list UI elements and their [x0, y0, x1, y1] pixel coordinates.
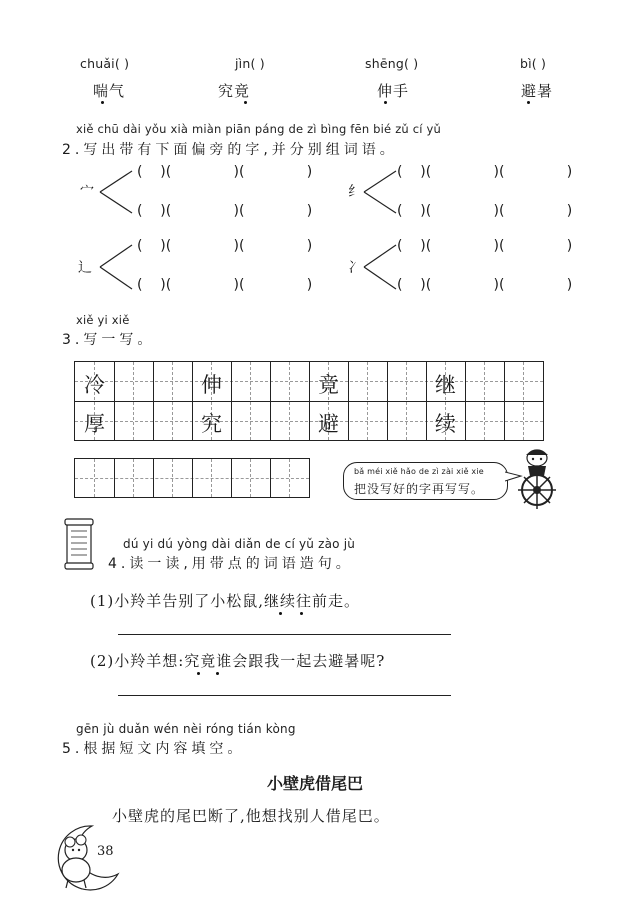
- answer-blank-row[interactable]: ( )( )( ): [397, 203, 573, 219]
- story-title: 小壁虎借尾巴: [266, 774, 363, 793]
- sentence-1: (1)小羚羊告别了小松鼠,继续往前走。: [90, 592, 361, 610]
- pinyin-item-1: chuǎi( ): [80, 56, 130, 71]
- pinyin-item-4: bì( ): [520, 56, 547, 71]
- answer-blank-row[interactable]: ( )( )( ): [397, 238, 573, 254]
- emphasis-dot: [300, 612, 303, 615]
- writing-grid[interactable]: [74, 361, 544, 441]
- q4-title: 4.读一读,用带点的词语造句。: [108, 556, 354, 572]
- q5-title: 5.根据短文内容填空。: [62, 741, 246, 757]
- word-item-3: 伸手: [377, 82, 410, 100]
- q5-pinyin: gēn jù duǎn wén nèi róng tián kòng: [76, 722, 296, 736]
- answer-line-2[interactable]: [118, 695, 451, 696]
- speech-bubble: [343, 462, 508, 500]
- branch-bracket-icon: [362, 168, 398, 216]
- page-number: 38: [97, 844, 114, 859]
- emphasis-dot: [216, 672, 219, 675]
- emphasis-dot: [244, 101, 247, 104]
- word-item-4: 避暑: [521, 82, 554, 100]
- radical-3: 辶: [78, 260, 93, 276]
- emphasis-dot: [384, 101, 387, 104]
- grid-char: 续: [435, 412, 456, 436]
- answer-line-1[interactable]: [118, 634, 451, 635]
- grid-char: 继: [435, 373, 456, 397]
- pinyin-item-2: jìn( ): [235, 56, 265, 71]
- q2-pinyin: xiě chū dài yǒu xià miàn piān páng de zì bìng fēn bié zǔ cí yǔ: [76, 122, 442, 136]
- q4-pinyin: dú yi dú yòng dài diǎn de cí yǔ zào jù: [123, 537, 356, 551]
- grid-char: 伸: [201, 373, 222, 397]
- scroll-icon: [62, 517, 98, 573]
- answer-blank-row[interactable]: ( )( )( ): [137, 238, 313, 254]
- answer-blank-row[interactable]: ( )( )( ): [137, 203, 313, 219]
- bubble-pinyin: bǎ méi xiě hǎo de zì zài xiě xie: [354, 467, 484, 476]
- sentence-2: (2)小羚羊想:究竟谁会跟我一起去避暑呢?: [90, 652, 386, 670]
- emphasis-dot: [527, 101, 530, 104]
- practice-grid[interactable]: [74, 458, 310, 498]
- answer-blank-row[interactable]: ( )( )( ): [397, 164, 573, 180]
- grid-char: 避: [318, 412, 339, 436]
- emphasis-dot: [279, 612, 282, 615]
- branch-bracket-icon: [362, 242, 398, 292]
- bubble-text: 把没写好的字再写写。: [354, 482, 485, 496]
- radical-2: 纟: [348, 184, 363, 200]
- branch-bracket-icon: [98, 168, 134, 216]
- pinyin-item-3: shēng( ): [365, 56, 419, 71]
- emphasis-dot: [197, 672, 200, 675]
- radical-4: 冫: [348, 260, 363, 276]
- answer-blank-row[interactable]: ( )( )( ): [137, 164, 313, 180]
- story-line: 小壁虎的尾巴断了,他想找别人借尾巴。: [112, 807, 390, 825]
- grid-char: 冷: [84, 373, 105, 397]
- q2-title: 2.写出带有下面偏旁的字,并分别组词语。: [62, 142, 398, 158]
- word-item-2: 究竟: [218, 82, 251, 100]
- answer-blank-row[interactable]: ( )( )( ): [397, 277, 573, 293]
- sailor-wheel-icon: [512, 446, 562, 512]
- word-item-1: 喘气: [93, 82, 126, 100]
- branch-bracket-icon: [98, 242, 134, 292]
- q3-pinyin: xiě yi xiě: [76, 313, 130, 327]
- emphasis-dot: [101, 101, 104, 104]
- grid-char: 厚: [84, 412, 105, 436]
- sheep-mascot-icon: [52, 822, 126, 892]
- answer-blank-row[interactable]: ( )( )( ): [137, 277, 313, 293]
- grid-char: 竟: [318, 373, 339, 397]
- q3-title: 3.写一写。: [62, 332, 156, 348]
- radical-1: 宀: [80, 184, 95, 200]
- grid-char: 究: [201, 412, 222, 436]
